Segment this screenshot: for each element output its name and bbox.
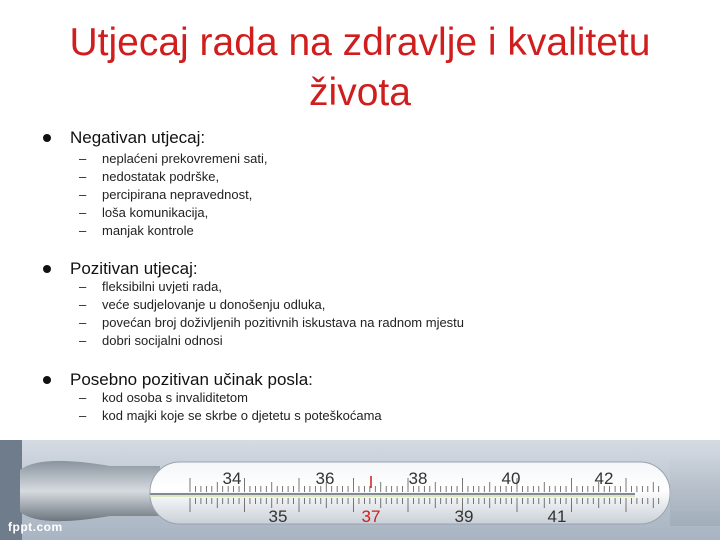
thermometer-icon bbox=[0, 440, 720, 540]
scale-label-top: 40 bbox=[501, 469, 521, 488]
bullet-dot-icon bbox=[43, 134, 51, 142]
scale-label-bottom: 37 bbox=[361, 507, 381, 526]
bullet-heading: Negativan utjecaj: bbox=[70, 128, 206, 147]
scale-label-top: 34 bbox=[222, 469, 242, 488]
thermometer-bulb bbox=[20, 461, 160, 521]
footer-band bbox=[0, 440, 720, 540]
scale-label-top: 36 bbox=[315, 469, 335, 488]
bullet-dot-icon bbox=[43, 265, 51, 273]
mercury-highlight bbox=[150, 495, 635, 497]
scale-label-top: 42 bbox=[594, 469, 614, 488]
scale-label-top: 38 bbox=[408, 469, 428, 488]
bullet-heading: Posebno pozitivan učinak posla: bbox=[70, 370, 313, 389]
glass-end bbox=[670, 460, 720, 526]
scale-label-bottom: 39 bbox=[454, 507, 474, 526]
bullet-heading: Pozitivan utjecaj: bbox=[70, 259, 198, 278]
scale-label-bottom: 41 bbox=[547, 507, 567, 526]
slide-title: Utjecaj rada na zdravlje i kvalitetu života bbox=[69, 21, 651, 114]
brand-label: fppt.com bbox=[8, 520, 63, 534]
slide-content: Negativan utjecaj: – neplaćeni prekovremeni sati, – nedostatak podrške, – percipirana nepravednost, – loša komunikacija, – manjak kontrole Pozitivan utjecaj: – fleksibilni uvjeti rada, – veće sudjelovanje u donošenju odluka, – povećan broj doživljenih pozitivnih iskustava na radnom mjestu – dobri socijalni odnosi Posebno pozitivan učinak posla: – kod osoba s invaliditetom – kod majki koje se skrbe o djetetu s poteškoćama bbox=[0, 0, 720, 440]
bullet-dot-icon bbox=[43, 376, 51, 384]
scale-label-bottom: 35 bbox=[268, 507, 288, 526]
